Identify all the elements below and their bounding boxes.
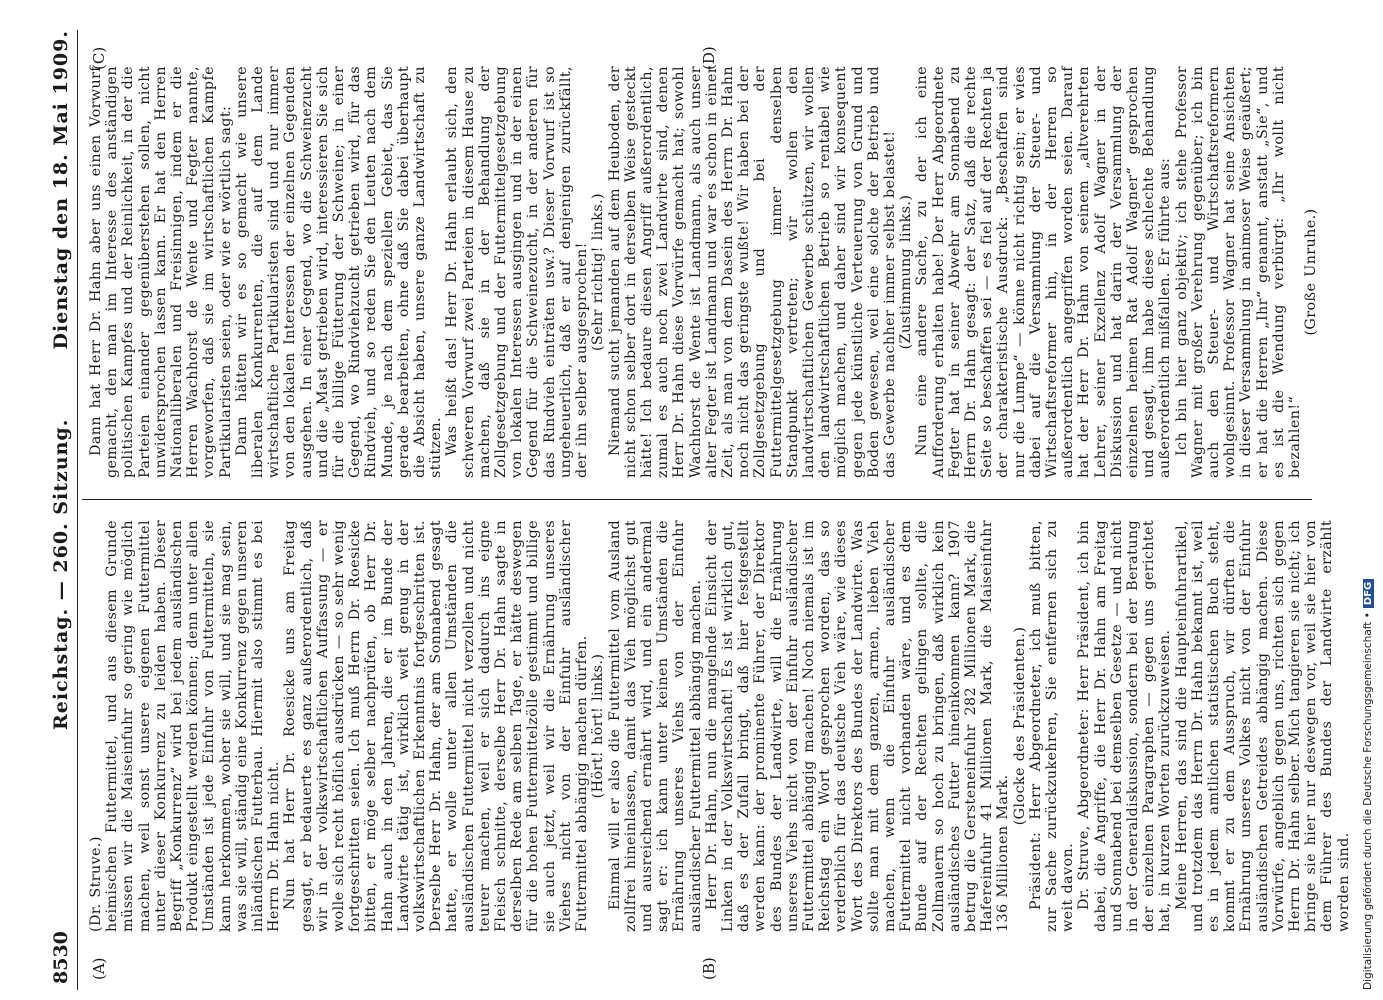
document-page xyxy=(50,30,1352,990)
interjection: (Glocke des Präsidenten.) xyxy=(1011,626,1028,826)
paragraph: Dr. Struve, Abgeordneter: Herr Präsident, ich bin dabei, die Angriffe, die Herr Dr. Hahn am Freitag und Sonnabend bei demselben Gesetze — und nicht in der Generaldiskussion, sondern bei der Beratung der einzelnen Paragraphen — gegen uns gerichtet hat, in kurzen Worten zurückzuweisen. xyxy=(1076,520,1174,932)
footer-text: Digitalisierung gefördert durch die Deutsche Forschungsgemeinschaft • xyxy=(1362,612,1374,990)
dfg-logo: DFG xyxy=(1363,579,1374,608)
paragraph: heimischen Futtermittel, und aus diesem Grunde müssen wir die Maiseinfuhr so gering wie möglich machen, weil sonst unsere eigenen Futtermittel unter dieser Konkurrenz zu leiden haben. Dieser Begriff „Konkurrenz“ wird bei jedem ausländischen Produkt eingestellt werden können; denn unter allen Umständen ist jede Einfuhr von Futtermitteln, sie kann herkommen, woher sie will, und sie mag sein, was sie will, ständig eine Konkurrenz gegen unseren inländischen Futterbau. Hiermit also stimmt es bei Herrn Dr. Hahn nicht. xyxy=(104,520,283,932)
quotation: Ich bin hier ganz objektiv; ich stehe Professor Wagner mit großer Verehrung gegenüber; ich bin auch den Steuer- und Wirtschaftsreformern wohlgesinnt. Professor Wagner hat seine Ansichten in dieser Versammlung in animoser Weise geäußert; er hat die Herren „Ihr“ genannt, anstatt „Sie“, und es ist die Wendung verbürgt: „Ihr wollt nicht bezahlen!“ xyxy=(1173,66,1304,478)
interjection: (Sehr richtig! links.) xyxy=(590,192,607,352)
page-header xyxy=(50,30,74,990)
paragraph: Dann hat Herr Dr. Hahn aber uns einen Vorwurf gemacht, den man im Interesse des anständigen politischen Kampfes und der Reinlichkeit, in der die Parteien einander gegenüberstehen sollen, nicht unwidersprochen lassen kann. Er hat den Herren Nationalliberalen und Freisinnigen, indem er die Herren Wachhorst de Wente und Fegter nannte, vorgeworfen, daß sie im wirtschaftlichen Kampfe Partikularisten seien, oder wie er wörtlich sagt: xyxy=(88,66,234,478)
interjection: (Hört! hört! links.) xyxy=(590,653,607,799)
margin-mark-a: (A) xyxy=(90,957,108,980)
page-number: 8530 xyxy=(50,931,72,984)
paragraph: Herr Dr. Hahn, nun die mangelnde Einsicht der Linken in der Volkswirtschaft! Es ist wirklich gut, daß es der Zufall bringt, daß hier festgestellt werden kann: der prominente Führer, der Direktor des Bundes der Landwirte, will die Ernährung unseres Viehs nicht von der Einfuhr ausländischer Futtermittel abhängig machen! Noch niemals ist im Reichstag ein Wort gesprochen worden, das so verderblich für das deutsche Vieh wäre, wie dieses Wort des Direktors des Bundes der Landwirte. Was sollte man mit dem ganzen, armen, lieben Vieh machen, wenn die Einfuhr ausländischer Futtermittel nicht vorhanden wäre, und es dem Bunde auf der Rechten gelingen sollte, die Zollmauern so hoch zu bringen, daß wirklich kein ausländisches Futter hineinkommen kann? 1907 betrug die Gersteneinfuhr 282 Millionen Mark, die Hafereinfuhr 41 Millionen Mark, die Maiseinfuhr 136 Millionen Mark. xyxy=(703,520,1012,932)
speaker-label: (Dr. Struve.) xyxy=(88,836,104,932)
column-rule xyxy=(82,499,1312,500)
paragraph: Nun hat Herr Dr. Roesicke uns am Freitag gesagt, er bedauerte es ganz außerordentlich, daß wir in der volkswirtschaftlichen Auffassung — er wolle sich recht höflich ausdrücken — so sehr wenig fortgeschritten seien. Ich muß Herrn Dr. Roesicke bitten, er möge selber nachprüfen, ob Herr Dr. Hahn auch in den Jahren, die er im Bunde der Landwirte tätig ist, wirklich weit genug in der volkswirtschaftlichen Erkenntnis fortgeschritten ist. Derselbe Herr Dr. Hahn, der am Sonnabend gesagt hatte, er wolle unter allen Umständen die ausländischen Futtermittel nicht verzollen und nicht teurer machen, weil er sich dadurch ins eigne Fleisch schnitte, derselbe Herr Dr. Hahn sagte in derselben Rede am selben Tage, er hätte deswegen für die hohen Futtermittelzölle gestimmt und billige sie auch jetzt, weil wir die Ernährung unseres Viehes nicht von der Einfuhr ausländischer Futtermittel abhängig machen dürfen. xyxy=(282,520,591,932)
header-title: Reichstag. — 260. Sitzung. xyxy=(50,418,72,730)
paragraph: Nun eine andere Sache, zu der ich eine Aufforderung erhalten habe! Der Herr Abgeordnete Fegter hat in seiner Abwehr am Sonnabend zu Herrn Dr. Hahn gesagt: der Satz, daß die rechte Seite so beschaffen sei — es fiel auf der Rechten ja der charakteristische Ausdruck: „Beschaffen sind nur die Lumpe“ — könne nicht richtig sein; er wies dabei auf die Versammlung der Steuer- und Wirtschaftsreformer hin, in der Herren so außerordentlich angegriffen worden seien. Darauf hat der Herr Dr. Hahn von seinem „altverehrten Lehrer, seiner Exzellenz Adolf Wagner in der Diskussion und hat darin der Versammlung der einzelnen heimen Rat Adolf Wagner“ gesprochen und gesagt, ihm habe diese schlechte Behandlung außerordentlich mißfallen. Er führte aus: xyxy=(914,66,1174,478)
margin-mark-b: (B) xyxy=(700,957,718,980)
digitization-footer xyxy=(1362,0,1380,990)
interjection: (Große Unruhe.) xyxy=(1303,208,1320,336)
right-column xyxy=(88,66,1319,478)
quotation: Dann hätten wir es so gemacht wie unsere liberalen Konkurrenten, die auf dem Lande wirtschaftliche Partikularisten sind und nur immer von den lokalen Interessen der einzelnen Gegenden ausgehen. In einer Gegend, wo die Schweinezucht und die „Mast getrieben wird, interessieren Sie sich für die billige Fütterung der Schweine; in einer Gegend, wo Rindviehzucht getrieben wird, für das Rindvieh, und so reden Sie den Leuten nach dem Munde, je nach dem speziellen Gebiet, das Sie gerade bearbeiten, ohne daß Sie dabei überhaupt die Absicht haben, unsere ganze Landwirtschaft zu stützen. xyxy=(233,66,445,478)
paragraph: Meine Herren, das sind die Haupteinfuhrartikel, und trotzdem das Herrn Dr. Hahn bekannt ist, weil es in jedem amtlichen statistischen Buch steht, kommt er zu dem Ausspruch, wir dürften die Ernährung unseres Volkes nicht von der Einfuhr ausländischen Getreides abhängig machen. Diese Vorwürfe, angeblich gegen uns, richten sich gegen Herrn Dr. Hahn selber. Mich tangieren sie nicht; ich bringe sie hier nur deswegen vor, weil sie hier von dem Führer des Bundes der Landwirte erzählt worden sind. xyxy=(1173,520,1352,932)
paragraph: Präsident: Herr Abgeordneter, ich muß bitten, zur Sache zurückzukehren, Sie entfernen sich zu weit davon. xyxy=(1027,520,1077,932)
left-column xyxy=(88,520,1352,932)
header-date: Dienstag den 18. Mai 1909. xyxy=(50,30,72,350)
margin-mark-c: (C) xyxy=(90,46,108,70)
paragraph: Was heißt das! Herr Dr. Hahn erlaubt sich, den schweren Vorwurf zwei Parteien in diesem Hause zu machen, daß sie in der Behandlung der Zollgesetzgebung und der Futtermittelgesetzgebung von lokalen Interessen ausgingen und in der einen Gegend für die Schweinezucht, in der anderen für das Rindvieh einträten usw.? Dieser Vorwurf ist so ungeheuerlich, daß er auf denjenigen zurückfällt, der ihn selber ausgesprochen! xyxy=(444,66,591,478)
interjection: (Zustimmung links.) xyxy=(898,194,915,350)
header-rule xyxy=(77,30,78,990)
margin-mark-d: (D) xyxy=(700,46,718,70)
paragraph: Niemand sucht jemanden auf dem Heuboden, der nicht schon selber dort in derselben Weise gesteckt hätte! Ich bedaure diesen Angriff außerordentlich, zumal es auch noch zwei Landwirte sind, denen Herr Dr. Hahn diese Vorwürfe gemacht hat; sowohl Wachhorst de Wente ist Landmann, als auch unser alter Fegter ist Landmann und war es schon in einer Zeit, als man von dem Dasein des Herrn Dr. Hahn noch nicht das geringste wußte! Wir haben bei der Zollgesetzgebung und bei der Futtermittelgesetzgebung immer denselben Standpunkt vertreten; wir wollen den landwirtschaftlichen Gewerbe schützen, wir wollen den landwirtschaftlichen Betrieb so rentabel wie möglich machen, und daher sind wir konsequent gegen jede künstliche Verteuerung von Grund und Boden gewesen, weil eine solche der Betrieb und das Gewerbe nachher immer selbst belastet! xyxy=(606,66,898,478)
paragraph: Einmal will er also die Futtermittel vom Ausland zollfrei hineinlassen, damit das Vieh möglichst gut und ausreichend ernährt wird, und ein andermal sagt er: ich kann unter keinen Umständen die Ernährung unseres Viehs von der Einfuhr ausländischer Futtermittel abhängig machen. xyxy=(606,520,704,932)
